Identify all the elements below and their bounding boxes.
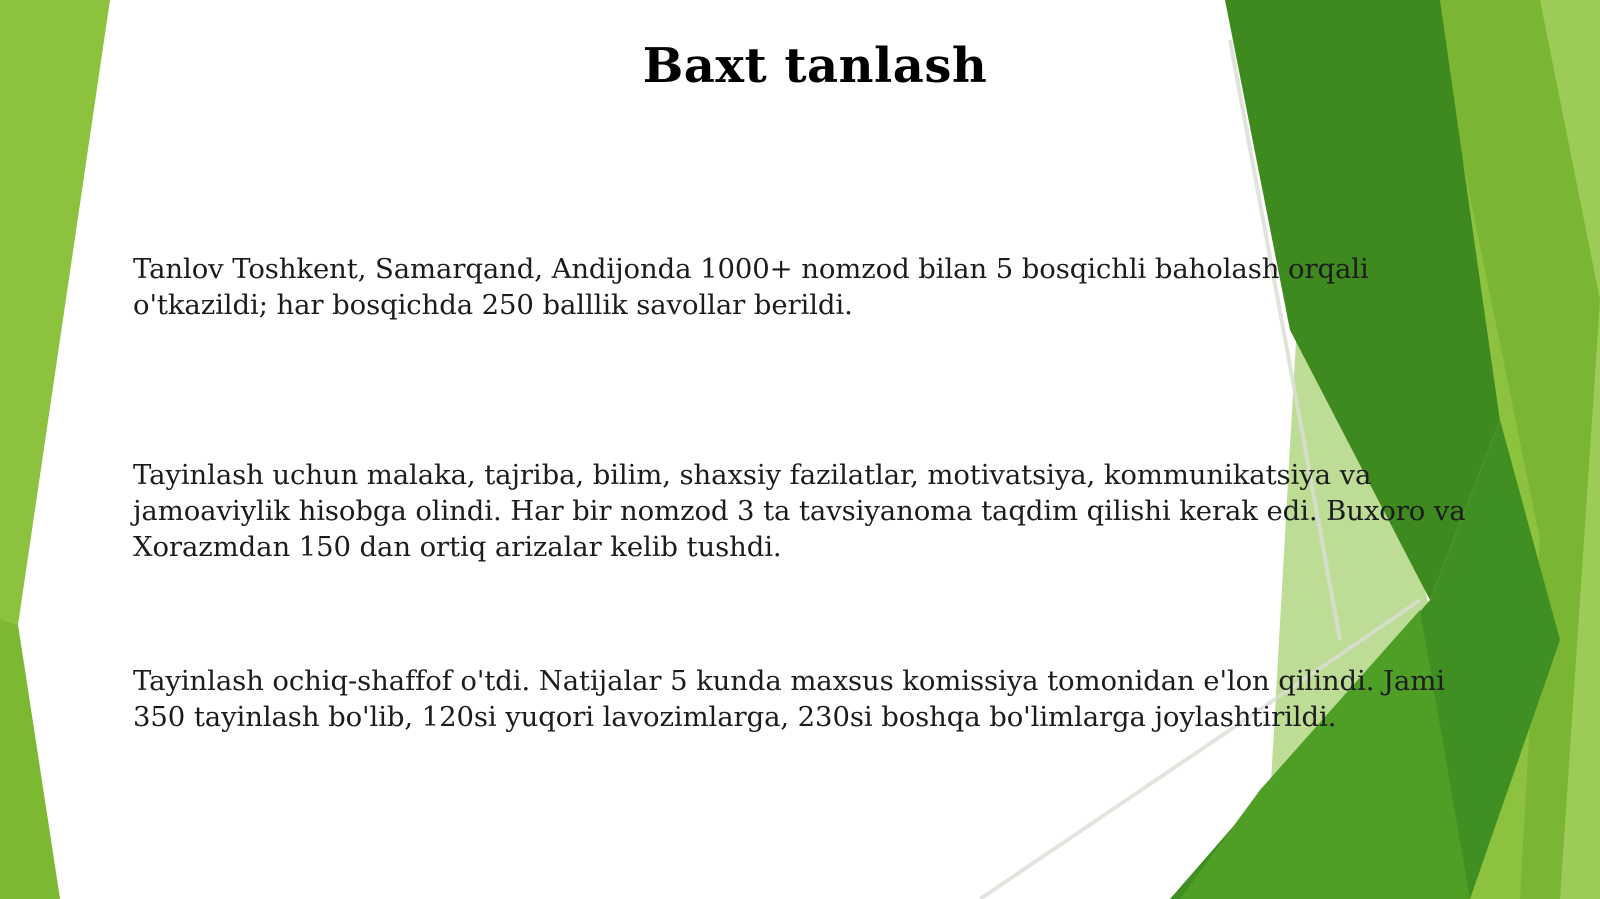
slide-title: Baxt tanlash	[642, 38, 988, 94]
paragraph-results: Tayinlash ochiq-shaffof o'tdi. Natijalar 5 kunda maxsus komissiya tomonidan e'lon qilindi. Jami 350 tayinlash bo'lib, 120si yuqori lavozimlarga, 230si boshqa bo'limlarga joylashtirildi.	[133, 665, 1445, 733]
paragraph-competition-overview: Tanlov Toshkent, Samarqand, Andijonda 1000+ nomzod bilan 5 bosqichli baholash orqali o'tkazildi; har bosqichda 250 balllik savollar berildi.	[133, 253, 1369, 321]
left-green-band-shade	[0, 620, 60, 899]
paragraph-selection-criteria: Tayinlash uchun malaka, tajriba, bilim, shaxsiy fazilatlar, motivatsiya, kommunikatsiya va jamoaviylik hisobga olindi. Har bir nomzod 3 ta tavsiyanoma taqdim qilishi kerak edi. Buxoro va Xorazmdan 150 dan ortiq arizalar kelib tushdi.	[133, 459, 1466, 563]
